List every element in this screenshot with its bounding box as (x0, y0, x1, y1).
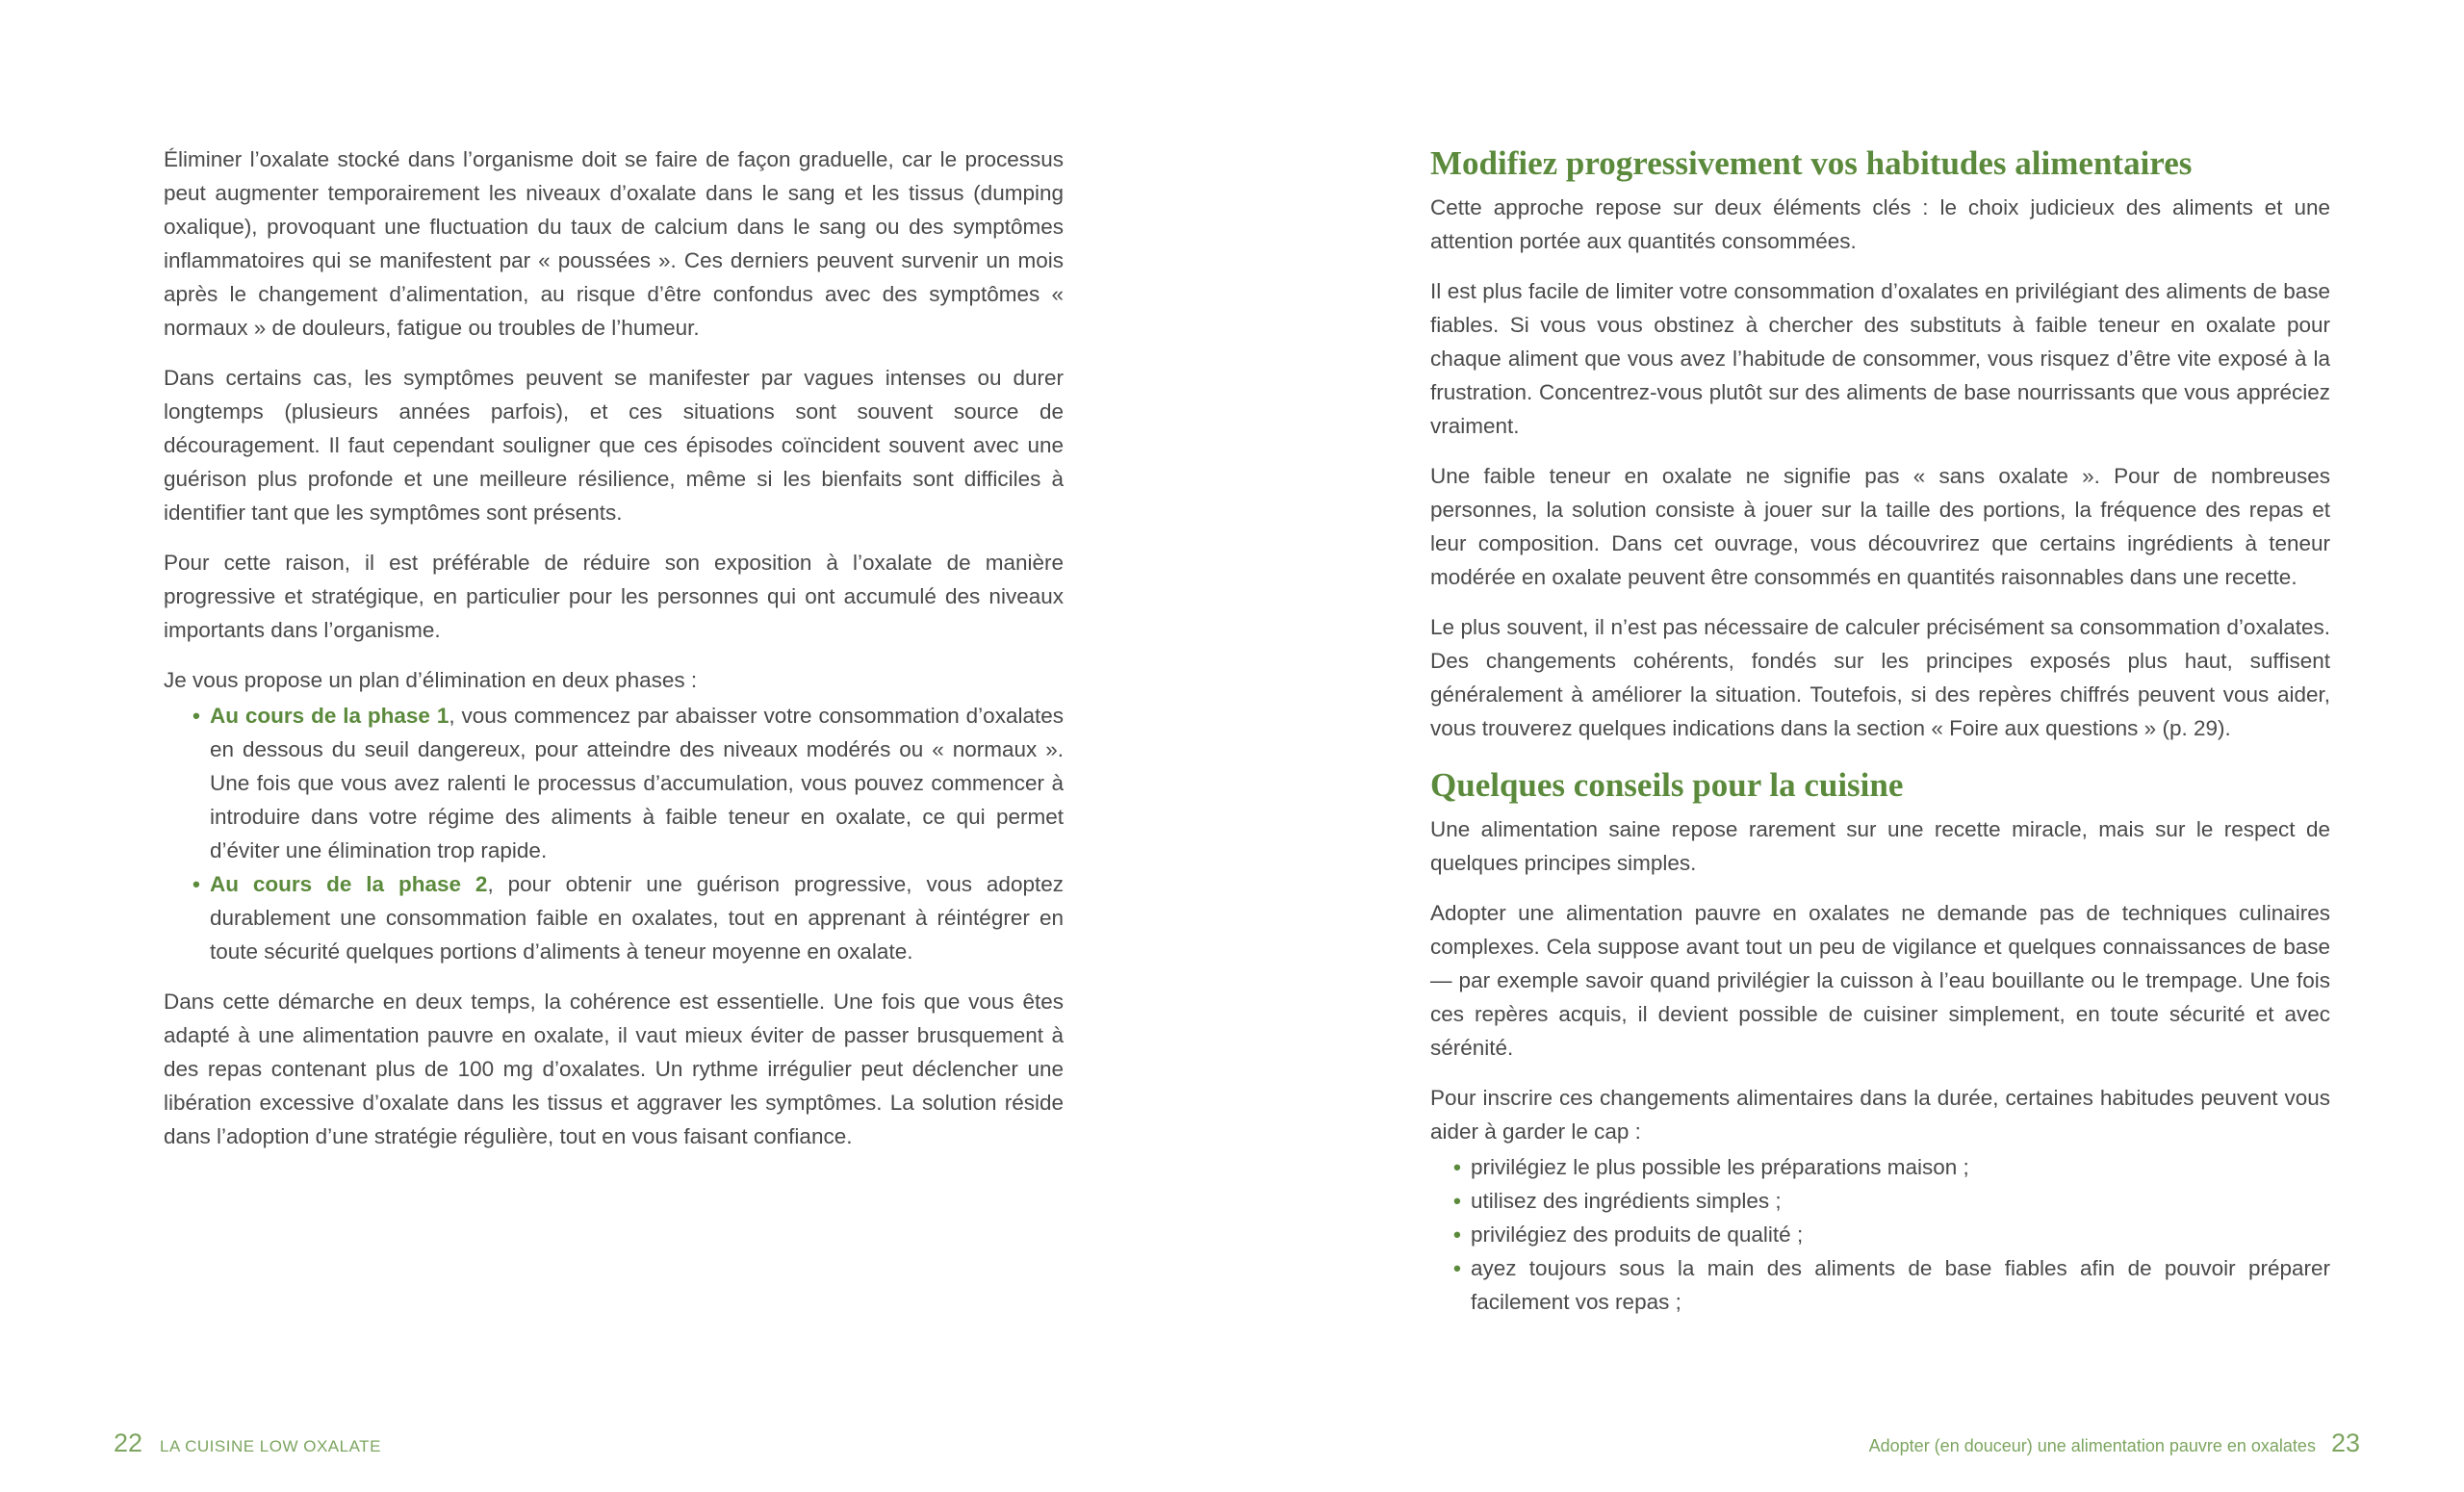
right-footer (1869, 1428, 2360, 1458)
paragraph: Pour cette raison, il est préférable de réduire son exposition à l’oxalate de manière progressive et stratégique, en particulier pour les personnes qui ont accumulé des niveaux importants dans l’organisme. (164, 551, 1064, 642)
left-footer (114, 1428, 381, 1458)
paragraph: Pour inscrire ces changements alimentaires dans la durée, certaines habitudes peuvent vous aider à garder le cap : (1430, 1086, 2330, 1144)
left-column (164, 142, 1064, 1170)
list-item (164, 867, 1064, 968)
bullet-icon: • (1453, 1256, 1461, 1280)
bullet-icon: • (1453, 1155, 1461, 1179)
tip-text: privilégiez des produits de qualité ; (1471, 1222, 1804, 1247)
phase-text: , pour obtenir une guérison progressive, vous adoptez durablement une consommation faible en oxalates, tout en apprenant à réintégrer en toute sécurité quelques portions d’aliments à teneur moyenne en oxalate. (210, 872, 1064, 964)
bullet-icon: • (192, 704, 200, 728)
section-heading: Quelques conseils pour la cuisine (1430, 766, 1904, 804)
page-number: 22 (114, 1428, 143, 1457)
paragraph: Je vous propose un plan d’élimination en deux phases : (164, 668, 698, 692)
paragraph: Une faible teneur en oxalate ne signifie pas « sans oxalate ». Pour de nombreuses personnes, la solution consiste à jouer sur la taille des portions, la fréquence des repas et leur composition. Dans cet ouvrage, vous découvrirez que certains ingrédients à teneur modérée en oxalate peuvent être consommés en quantités raisonnables dans une recette. (1430, 464, 2330, 589)
bullet-icon: • (1453, 1189, 1461, 1213)
tip-text: privilégiez le plus possible les préparations maison ; (1471, 1155, 1969, 1179)
list-item (1430, 1251, 2330, 1319)
tips-list (1430, 1150, 2330, 1319)
paragraph: Cette approche repose sur deux éléments clés : le choix judicieux des aliments et une attention portée aux quantités consommées. (1430, 195, 2330, 253)
paragraph: Dans cette démarche en deux temps, la cohérence est essentielle. Une fois que vous êtes adapté à une alimentation pauvre en oxalate, il vaut mieux éviter de passer brusquement à des repas contenant plus de 100 mg d’oxalates. Un rythme irrégulier peut déclencher une libération excessive d’oxalate dans les tissus et aggraver les symptômes. La solution réside dans l’adoption d’une stratégie régulière, tout en vous faisant confiance. (164, 990, 1064, 1148)
phase-lead: Au cours de la phase 2 (210, 872, 488, 896)
phase-lead: Au cours de la phase 1 (210, 704, 449, 728)
right-page (1232, 0, 2464, 1492)
running-title: Adopter (en douceur) une alimentation pauvre en oxalates (1868, 1436, 2316, 1455)
list-item (1430, 1184, 2330, 1218)
paragraph: Éliminer l’oxalate stocké dans l’organisme doit se faire de façon graduelle, car le processus peut augmenter temporairement les niveaux d’oxalate dans le sang et les tissus (dumping oxalique), provoquant une fluctuation du taux de calcium dans le sang ou des symptômes inflammatoires qui se manifestent par « poussées ». Ces derniers peuvent survenir un mois après le changement d’alimentation, au risque d’être confondus avec des symptômes « normaux » de douleurs, fatigue ou troubles de l’humeur. (164, 147, 1064, 340)
phase-text: , vous commencez par abaisser votre consommation d’oxalates en dessous du seuil dangereux, pour atteindre des niveaux modérés ou « normaux ». Une fois que vous avez ralenti le processus d’accumulation, vous pouvez commencer à introduire dans votre régime des aliments à faible teneur en oxalate, ce qui permet d’éviter une élimination trop rapide. (210, 704, 1064, 862)
paragraph: Une alimentation saine repose rarement sur une recette miracle, mais sur le respect de quelques principes simples. (1430, 817, 2330, 875)
list-item (1430, 1150, 2330, 1184)
book-title: LA CUISINE LOW OXALATE (160, 1437, 381, 1455)
phase-list (164, 699, 1064, 968)
paragraph: Le plus souvent, il n’est pas nécessaire de calculer précisément sa consommation d’oxalates. Des changements cohérents, fondés sur les principes exposés plus haut, suffisent généralement à améliorer la situation. Toutefois, si des repères chiffrés peuvent vous aider, vous trouverez quelques indications dans la section « Foire aux questions » (p. 29). (1430, 615, 2330, 740)
paragraph: Adopter une alimentation pauvre en oxalates ne demande pas de techniques culinaires complexes. Cela suppose avant tout un peu de vigilance et quelques connaissances de base — par exemple savoir quand privilégier la cuisson à l’eau bouillante ou le trempage. Une fois ces repères acquis, il devient possible de cuisiner simplement, en toute sécurité et avec sérénité. (1430, 901, 2330, 1060)
list-item (164, 699, 1064, 867)
section-heading: Modifiez progressivement vos habitudes alimentaires (1430, 144, 2193, 182)
bullet-icon: • (1453, 1222, 1461, 1247)
paragraph: Dans certains cas, les symptômes peuvent se manifester par vagues intenses ou durer longtemps (plusieurs années parfois), et ces situations sont souvent source de découragement. Il faut cependant souligner que ces épisodes coïncident souvent avec une guérison plus profonde et une meilleure résilience, même si les bienfaits sont difficiles à identifier tant que les symptômes sont présents. (164, 366, 1064, 525)
right-column (1430, 142, 2330, 1335)
page-number: 23 (2330, 1428, 2360, 1457)
paragraph: Il est plus facile de limiter votre consommation d’oxalates en privilégiant des aliments de base fiables. Si vous vous obstinez à chercher des substituts à faible teneur en oxalate pour chaque aliment que vous avez l’habitude de consommer, vous risquez d’être vite exposé à la frustration. Concentrez-vous plutôt sur des aliments de base nourrissants que vous appréciez vraiment. (1430, 279, 2330, 438)
list-item (1430, 1218, 2330, 1251)
tip-text: ayez toujours sous la main des aliments de base fiables afin de pouvoir préparer facilement vos repas ; (1471, 1256, 2330, 1314)
bullet-icon: • (192, 872, 200, 896)
tip-text: utilisez des ingrédients simples ; (1471, 1189, 1782, 1213)
